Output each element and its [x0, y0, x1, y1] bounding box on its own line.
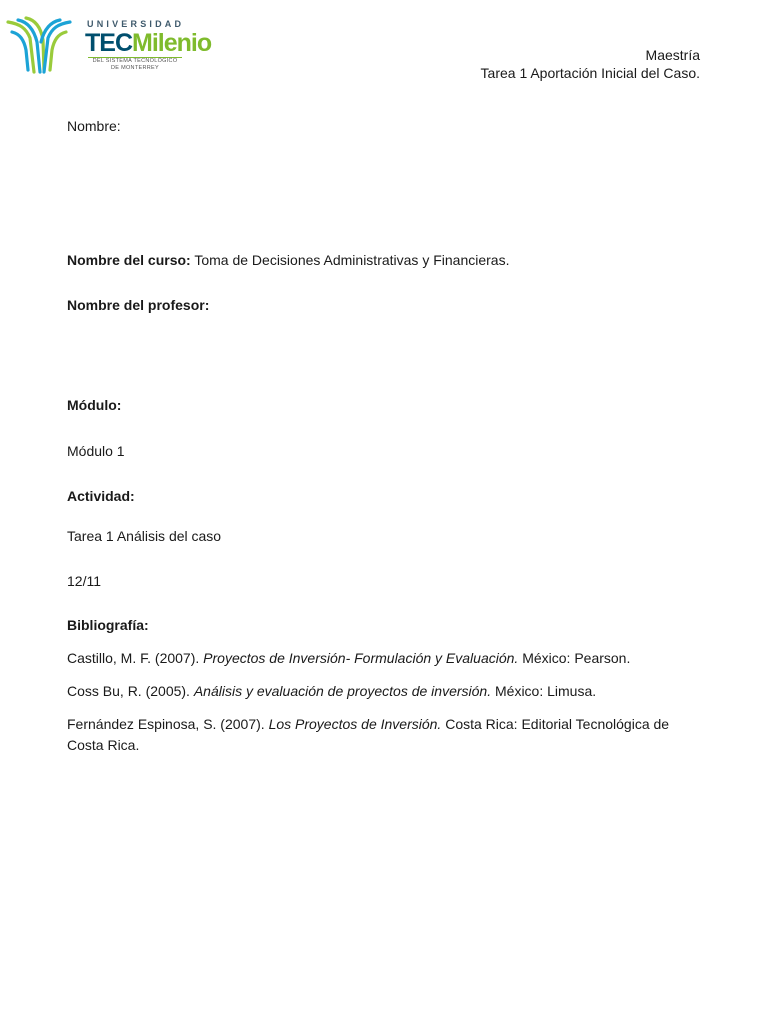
- activity-label-text: Actividad:: [67, 488, 135, 504]
- bib-title: Los Proyectos de Inversión.: [268, 716, 442, 732]
- bib-authors: Coss Bu, R. (2005).: [67, 683, 194, 699]
- course-name-label: Nombre del curso:: [67, 252, 191, 268]
- bibliography-title: [67, 616, 149, 634]
- module-value: Módulo 1: [67, 443, 125, 459]
- professor-label-text: Nombre del profesor:: [67, 297, 210, 313]
- university-logo: [6, 14, 212, 76]
- degree-label: Maestría: [645, 47, 700, 63]
- bib-authors: Fernández Espinosa, S. (2007).: [67, 716, 269, 732]
- bib-publisher: Costa Rica: Editorial Tecnológica de Costa Rica.: [67, 716, 670, 753]
- logo-name: [85, 28, 211, 58]
- logo-tec-text: TEC: [85, 29, 132, 57]
- student-name-label: Nombre:: [67, 118, 121, 134]
- bib-title: Análisis y evaluación de proyectos de inversión.: [193, 683, 492, 699]
- logo-milenio-text: Milenio: [132, 29, 212, 57]
- date-value: 12/11: [67, 573, 101, 589]
- activity-value: Tarea 1 Análisis del caso: [67, 528, 222, 544]
- document-header: [481, 46, 700, 82]
- module-label-text: Módulo:: [67, 397, 122, 413]
- professor-name-label: [67, 296, 209, 314]
- bibliography-entry: [67, 648, 707, 669]
- activity-label: [67, 487, 135, 505]
- bib-publisher: México: Limusa.: [491, 683, 597, 699]
- assignment-title: Tarea 1 Aportación Inicial del Caso.: [480, 65, 700, 81]
- course-name-field: [67, 251, 509, 269]
- bibliography-title-text: Bibliografía:: [67, 617, 149, 633]
- module-label: [67, 396, 121, 414]
- bib-publisher: México: Pearson.: [518, 650, 631, 666]
- logo-subtitle-line1: DEL SISTEMA TECNOLÓGICO: [92, 58, 178, 64]
- logo-subtitle: [88, 58, 182, 72]
- bibliography-entry: [67, 714, 707, 756]
- bib-authors: Castillo, M. F. (2007).: [67, 650, 204, 666]
- tecmilenio-logo-icon: [6, 14, 72, 74]
- course-name-value: Toma de Decisiones Administrativas y Financieras.: [190, 252, 510, 268]
- logo-subtitle-line2: DE MONTERREY: [111, 65, 159, 71]
- bib-title: Proyectos de Inversión- Formulación y Evaluación.: [203, 650, 519, 666]
- logo-university-text: UNIVERSIDAD: [87, 19, 185, 29]
- bibliography-entry: [67, 681, 707, 702]
